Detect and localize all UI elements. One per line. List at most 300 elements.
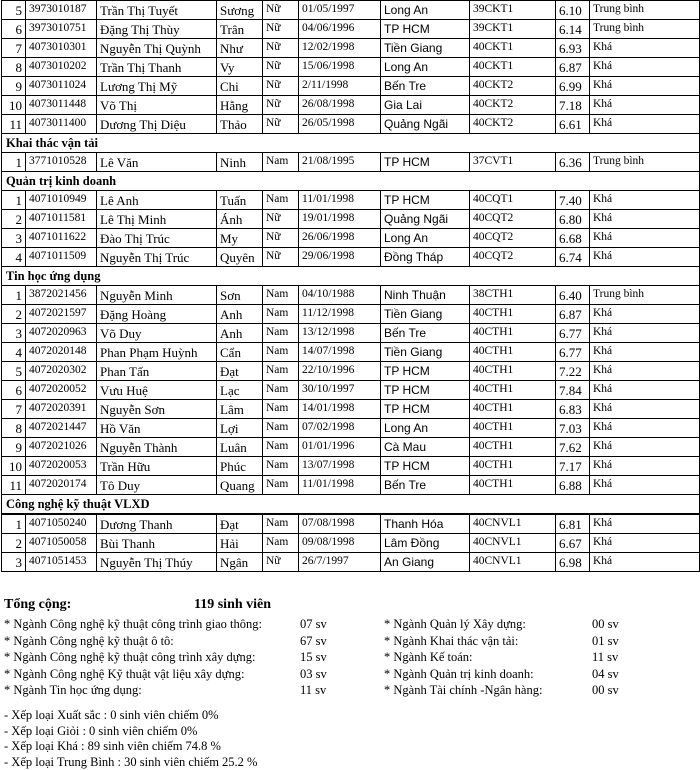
table-row xyxy=(2,381,700,400)
surname-cell: Nguyễn Thành xyxy=(97,438,217,457)
class-cell: 40CNVL1 xyxy=(470,553,556,572)
gender-cell: Nam xyxy=(263,286,299,305)
class-cell: 40CQT2 xyxy=(470,229,556,248)
birthplace-cell: Thanh Hóa xyxy=(381,515,470,534)
major-count: 00 sv xyxy=(592,617,619,631)
birthplace-cell: Quảng Ngãi xyxy=(381,210,470,229)
given-name-cell: Tuấn xyxy=(217,191,263,210)
stt-cell: 8 xyxy=(2,419,26,438)
surname-cell: Đào Thị Trúc xyxy=(97,229,217,248)
score-cell: 6.68 xyxy=(556,229,590,248)
major-name: * Ngành Tin học ứng dụng: xyxy=(4,683,142,697)
major-count: 00 sv xyxy=(592,683,619,697)
gender-cell: Nữ xyxy=(263,58,299,77)
gender-cell: Nam xyxy=(263,305,299,324)
birth-date-cell: 04/06/1996 xyxy=(299,20,381,39)
stt-cell: 2 xyxy=(2,534,26,553)
birthplace-cell: Đồng Tháp xyxy=(381,248,470,267)
table-row xyxy=(2,153,700,172)
given-name-cell: Sơn xyxy=(217,286,263,305)
rank-cell: Trung bình xyxy=(590,153,700,172)
student-id-cell: 4073010202 xyxy=(26,58,97,77)
birthplace-cell: Bến Tre xyxy=(381,77,470,96)
given-name-cell: Đạt xyxy=(217,362,263,381)
birthplace-cell: TP HCM xyxy=(381,191,470,210)
table-row xyxy=(2,248,700,267)
major-count: 11 sv xyxy=(300,683,327,697)
rank-cell: Khá xyxy=(590,248,700,267)
given-name-cell: Cẩn xyxy=(217,343,263,362)
birthplace-cell: TP HCM xyxy=(381,20,470,39)
rank-cell: Khá xyxy=(590,438,700,457)
student-id-cell: 4072020302 xyxy=(26,362,97,381)
score-cell: 6.93 xyxy=(556,39,590,58)
birth-date-cell: 21/08/1995 xyxy=(299,153,381,172)
birth-date-cell: 11/12/1998 xyxy=(299,305,381,324)
surname-cell: Nguyễn Sơn xyxy=(97,400,217,419)
birth-date-cell: 07/02/1998 xyxy=(299,419,381,438)
class-cell: 39CKT1 xyxy=(470,1,556,20)
stt-cell: 10 xyxy=(2,457,26,476)
student-id-cell: 4073011024 xyxy=(26,77,97,96)
student-id-cell: 4072020391 xyxy=(26,400,97,419)
stt-cell: 1 xyxy=(2,515,26,534)
surname-cell: Trần Thị Thanh xyxy=(97,58,217,77)
table-row xyxy=(2,115,700,134)
stt-cell: 1 xyxy=(2,286,26,305)
stt-cell: 4 xyxy=(2,248,26,267)
score-cell: 6.81 xyxy=(556,515,590,534)
table-row xyxy=(2,476,700,495)
table-row xyxy=(2,553,700,572)
major-count: 11 sv xyxy=(592,650,619,664)
gender-cell: Nam xyxy=(263,343,299,362)
score-cell: 6.61 xyxy=(556,115,590,134)
birthplace-cell: Tiền Giang xyxy=(381,39,470,58)
surname-cell: Bùi Thanh xyxy=(97,534,217,553)
table-row xyxy=(2,438,700,457)
score-cell: 6.88 xyxy=(556,476,590,495)
stt-cell: 7 xyxy=(2,39,26,58)
total-label: Tổng cộng: xyxy=(4,597,72,612)
birth-date-cell: 26/06/1998 xyxy=(299,229,381,248)
student-id-cell: 4072020052 xyxy=(26,381,97,400)
student-id-cell: 4071050240 xyxy=(26,515,97,534)
rank-cell: Trung bình xyxy=(590,1,700,20)
score-cell: 7.84 xyxy=(556,381,590,400)
birth-date-cell: 12/02/1998 xyxy=(299,39,381,58)
given-name-cell: My xyxy=(217,229,263,248)
birthplace-cell: TP HCM xyxy=(381,381,470,400)
stt-cell: 3 xyxy=(2,229,26,248)
rank-cell: Khá xyxy=(590,39,700,58)
surname-cell: Tô Duy xyxy=(97,476,217,495)
given-name-cell: Anh xyxy=(217,324,263,343)
score-cell: 6.40 xyxy=(556,286,590,305)
table-row xyxy=(2,324,700,343)
student-id-cell: 4072021447 xyxy=(26,419,97,438)
rank-cell: Khá xyxy=(590,115,700,134)
total-count: 119 sinh viên xyxy=(194,597,272,612)
surname-cell: Lê Văn xyxy=(97,153,217,172)
given-name-cell: Luân xyxy=(217,438,263,457)
class-cell: 40CKT1 xyxy=(470,39,556,58)
class-cell: 40CKT2 xyxy=(470,77,556,96)
birthplace-cell: Quảng Ngãi xyxy=(381,115,470,134)
major-name: * Ngành Công nghệ Kỹ thuật vật liệu xây dựng: xyxy=(4,666,245,681)
rank-cell: Khá xyxy=(590,58,700,77)
birthplace-cell: TP HCM xyxy=(381,153,470,172)
major-name: * Ngành Kế toán: xyxy=(384,650,473,664)
birthplace-cell: Lâm Đồng xyxy=(381,534,470,553)
class-cell: 40CTH1 xyxy=(470,381,556,400)
score-cell: 7.03 xyxy=(556,419,590,438)
gender-cell: Nam xyxy=(263,534,299,553)
given-name-cell: Thảo xyxy=(217,115,263,134)
birthplace-cell: An Giang xyxy=(381,553,470,572)
birthplace-cell: Bến Tre xyxy=(381,476,470,495)
class-cell: 38CTH1 xyxy=(470,286,556,305)
rank-cell: Khá xyxy=(590,457,700,476)
rank-cell: Trung bình xyxy=(590,286,700,305)
section-header-row xyxy=(2,134,700,153)
stt-cell: 11 xyxy=(2,476,26,495)
surname-cell: Trần Hữu xyxy=(97,457,217,476)
birthplace-cell: TP HCM xyxy=(381,362,470,381)
surname-cell: Hồ Văn xyxy=(97,419,217,438)
surname-cell: Đặng Hoàng xyxy=(97,305,217,324)
class-cell: 40CTH1 xyxy=(470,438,556,457)
class-cell: 40CNVL1 xyxy=(470,534,556,553)
birth-date-cell: 14/07/1998 xyxy=(299,343,381,362)
given-name-cell: Như xyxy=(217,39,263,58)
stt-cell: 6 xyxy=(2,20,26,39)
birth-date-cell: 09/08/1998 xyxy=(299,534,381,553)
score-cell: 7.40 xyxy=(556,191,590,210)
given-name-cell: Hằng xyxy=(217,96,263,115)
table-row xyxy=(2,419,700,438)
birthplace-cell: Tiền Giang xyxy=(381,305,470,324)
student-id-cell: 4071051453 xyxy=(26,553,97,572)
gender-cell: Nam xyxy=(263,515,299,534)
given-name-cell: Ninh xyxy=(217,153,263,172)
student-id-cell: 3973010187 xyxy=(26,1,97,20)
rank-cell: Khá xyxy=(590,381,700,400)
rank-cell: Khá xyxy=(590,210,700,229)
rank-cell: Khá xyxy=(590,343,700,362)
major-name: * Ngành Công nghệ kỹ thuật công trình xây dựng: xyxy=(4,650,256,664)
major-count: 15 sv xyxy=(300,650,327,664)
birth-date-cell: 15/06/1998 xyxy=(299,58,381,77)
surname-cell: Võ Duy xyxy=(97,324,217,343)
score-cell: 6.80 xyxy=(556,210,590,229)
major-name: * Ngành Khai thác vận tải: xyxy=(384,633,519,648)
student-id-cell: 3872021456 xyxy=(26,286,97,305)
table-row xyxy=(2,39,700,58)
table-row xyxy=(2,286,700,305)
student-id-cell: 4072021026 xyxy=(26,438,97,457)
major-name: * Ngành Quản trị kinh doanh: xyxy=(384,666,534,681)
student-id-cell: 4073011400 xyxy=(26,115,97,134)
rank-cell: Khá xyxy=(590,191,700,210)
student-id-cell: 4072020174 xyxy=(26,476,97,495)
stt-cell: 4 xyxy=(2,343,26,362)
section-title: Tin học ứng dụng xyxy=(2,267,700,286)
gender-cell: Nữ xyxy=(263,115,299,134)
major-count: 07 sv xyxy=(300,617,327,631)
birth-date-cell: 30/10/1997 xyxy=(299,381,381,400)
stt-cell: 3 xyxy=(2,553,26,572)
stt-cell: 2 xyxy=(2,305,26,324)
birth-date-cell: 26/05/1998 xyxy=(299,115,381,134)
major-name: * Ngành Tài chính -Ngân hàng: xyxy=(384,683,543,697)
class-cell: 39CKT1 xyxy=(470,20,556,39)
score-cell: 6.98 xyxy=(556,553,590,572)
student-list-table xyxy=(1,0,700,572)
class-cell: 40CQT1 xyxy=(470,191,556,210)
surname-cell: Vưu Huệ xyxy=(97,381,217,400)
gender-cell: Nam xyxy=(263,362,299,381)
major-name: * Ngành Công nghệ kỹ thuật công trình giao thông: xyxy=(4,617,262,631)
student-id-cell: 4072020053 xyxy=(26,457,97,476)
given-name-cell: Lâm xyxy=(217,400,263,419)
gender-cell: Nữ xyxy=(263,248,299,267)
major-count: 03 sv xyxy=(300,666,327,681)
surname-cell: Lương Thị Mỹ xyxy=(97,77,217,96)
table-row xyxy=(2,362,700,381)
score-cell: 6.67 xyxy=(556,534,590,553)
stt-cell: 1 xyxy=(2,191,26,210)
given-name-cell: Anh xyxy=(217,305,263,324)
surname-cell: Đặng Thị Thùy xyxy=(97,20,217,39)
birthplace-cell: Gia Lai xyxy=(381,96,470,115)
table-row xyxy=(2,96,700,115)
class-cell: 40CQT2 xyxy=(470,210,556,229)
class-cell: 40CKT1 xyxy=(470,58,556,77)
major-count: 04 sv xyxy=(592,666,619,681)
score-cell: 7.62 xyxy=(556,438,590,457)
birthplace-cell: Ninh Thuận xyxy=(381,286,470,305)
gender-cell: Nam xyxy=(263,419,299,438)
student-id-cell: 4072020148 xyxy=(26,343,97,362)
surname-cell: Nguyễn Thị Quỳnh xyxy=(97,39,217,58)
stt-cell: 5 xyxy=(2,1,26,20)
given-name-cell: Ánh xyxy=(217,210,263,229)
section-title: Công nghệ kỹ thuật VLXD xyxy=(2,495,700,514)
gender-cell: Nam xyxy=(263,476,299,495)
birth-date-cell: 22/10/1996 xyxy=(299,362,381,381)
class-cell: 40CTH1 xyxy=(470,457,556,476)
score-cell: 6.77 xyxy=(556,324,590,343)
birth-date-cell: 11/01/1998 xyxy=(299,476,381,495)
student-id-cell: 4071011509 xyxy=(26,248,97,267)
given-name-cell: Sương xyxy=(217,1,263,20)
class-cell: 40CTH1 xyxy=(470,400,556,419)
surname-cell: Nguyễn Minh xyxy=(97,286,217,305)
score-cell: 6.14 xyxy=(556,20,590,39)
class-cell: 40CTH1 xyxy=(470,343,556,362)
birth-date-cell: 01/05/1997 xyxy=(299,1,381,20)
gender-cell: Nữ xyxy=(263,20,299,39)
birth-date-cell: 26/7/1997 xyxy=(299,553,381,572)
surname-cell: Lê Anh xyxy=(97,191,217,210)
class-cell: 40CQT2 xyxy=(470,248,556,267)
rank-cell: Khá xyxy=(590,553,700,572)
gender-cell: Nữ xyxy=(263,553,299,572)
score-cell: 6.87 xyxy=(556,305,590,324)
gender-cell: Nam xyxy=(263,191,299,210)
stt-cell: 11 xyxy=(2,115,26,134)
given-name-cell: Quang xyxy=(217,476,263,495)
birth-date-cell: 04/10/1988 xyxy=(299,286,381,305)
rank-cell: Khá xyxy=(590,362,700,381)
birthplace-cell: Tiền Giang xyxy=(381,343,470,362)
rank-stat-line: - Xếp loại Xuất sắc : 0 sinh viên chiếm 0% xyxy=(4,708,219,722)
stt-cell: 2 xyxy=(2,210,26,229)
birthplace-cell: Long An xyxy=(381,229,470,248)
rank-cell: Khá xyxy=(590,400,700,419)
given-name-cell: Vy xyxy=(217,58,263,77)
surname-cell: Phan Tấn xyxy=(97,362,217,381)
stt-cell: 1 xyxy=(2,153,26,172)
birthplace-cell: Long An xyxy=(381,1,470,20)
gender-cell: Nam xyxy=(263,381,299,400)
class-cell: 40CTH1 xyxy=(470,305,556,324)
rank-cell: Khá xyxy=(590,324,700,343)
gender-cell: Nữ xyxy=(263,96,299,115)
student-id-cell: 4071011622 xyxy=(26,229,97,248)
table-row xyxy=(2,305,700,324)
birth-date-cell: 2/11/1998 xyxy=(299,77,381,96)
birth-date-cell: 26/08/1998 xyxy=(299,96,381,115)
section-header-row xyxy=(2,172,700,191)
student-id-cell: 4071010949 xyxy=(26,191,97,210)
gender-cell: Nam xyxy=(263,457,299,476)
student-id-cell: 4071011581 xyxy=(26,210,97,229)
class-cell: 40CNVL1 xyxy=(470,515,556,534)
table-row xyxy=(2,210,700,229)
student-id-cell: 4072020963 xyxy=(26,324,97,343)
student-id-cell: 3771010528 xyxy=(26,153,97,172)
score-cell: 6.99 xyxy=(556,77,590,96)
section-title: Khai thác vận tải xyxy=(2,134,700,153)
birthplace-cell: Bến Tre xyxy=(381,324,470,343)
score-cell: 6.77 xyxy=(556,343,590,362)
surname-cell: Trần Thị Tuyết xyxy=(97,1,217,20)
student-id-cell: 4072021597 xyxy=(26,305,97,324)
class-cell: 40CKT2 xyxy=(470,115,556,134)
student-id-cell: 4071050058 xyxy=(26,534,97,553)
rank-cell: Trung bình xyxy=(590,20,700,39)
gender-cell: Nữ xyxy=(263,1,299,20)
table-row xyxy=(2,191,700,210)
given-name-cell: Phúc xyxy=(217,457,263,476)
gender-cell: Nam xyxy=(263,153,299,172)
table-row xyxy=(2,77,700,96)
student-id-cell: 4073010301 xyxy=(26,39,97,58)
major-count: 01 sv xyxy=(592,633,619,648)
given-name-cell: Lạc xyxy=(217,381,263,400)
gender-cell: Nam xyxy=(263,324,299,343)
class-cell: 40CTH1 xyxy=(470,324,556,343)
given-name-cell: Hải xyxy=(217,534,263,553)
birthplace-cell: TP HCM xyxy=(381,400,470,419)
table-row xyxy=(2,1,700,20)
birthplace-cell: Long An xyxy=(381,58,470,77)
student-id-cell: 3973010751 xyxy=(26,20,97,39)
surname-cell: Dương Thanh xyxy=(97,515,217,534)
class-cell: 40CTH1 xyxy=(470,362,556,381)
major-name: * Ngành Công nghệ kỹ thuật ô tô: xyxy=(4,633,174,648)
given-name-cell: Ngân xyxy=(217,553,263,572)
class-cell: 40CKT2 xyxy=(470,96,556,115)
table-row xyxy=(2,457,700,476)
score-cell: 6.83 xyxy=(556,400,590,419)
gender-cell: Nữ xyxy=(263,77,299,96)
birthplace-cell: TP HCM xyxy=(381,457,470,476)
score-cell: 7.18 xyxy=(556,96,590,115)
gender-cell: Nữ xyxy=(263,229,299,248)
section-title: Quản trị kinh doanh xyxy=(2,172,700,191)
given-name-cell: Quyên xyxy=(217,248,263,267)
birth-date-cell: 29/06/1998 xyxy=(299,248,381,267)
surname-cell: Phan Phạm Huỳnh xyxy=(97,343,217,362)
score-cell: 6.36 xyxy=(556,153,590,172)
rank-cell: Khá xyxy=(590,96,700,115)
given-name-cell: Chi xyxy=(217,77,263,96)
birth-date-cell: 19/01/1998 xyxy=(299,210,381,229)
table-row xyxy=(2,229,700,248)
birth-date-cell: 13/07/1998 xyxy=(299,457,381,476)
rank-cell: Khá xyxy=(590,476,700,495)
table-row xyxy=(2,343,700,362)
score-cell: 6.74 xyxy=(556,248,590,267)
stt-cell: 8 xyxy=(2,58,26,77)
stt-cell: 3 xyxy=(2,324,26,343)
gender-cell: Nam xyxy=(263,400,299,419)
section-header-row xyxy=(2,495,700,514)
birthplace-cell: Long An xyxy=(381,419,470,438)
rank-cell: Khá xyxy=(590,305,700,324)
surname-cell: Dương Thị Diệu xyxy=(97,115,217,134)
table-row xyxy=(2,58,700,77)
table-row xyxy=(2,400,700,419)
score-cell: 6.10 xyxy=(556,1,590,20)
student-id-cell: 4073011448 xyxy=(26,96,97,115)
birthplace-cell: Cà Mau xyxy=(381,438,470,457)
table-row xyxy=(2,20,700,39)
gender-cell: Nữ xyxy=(263,210,299,229)
stt-cell: 9 xyxy=(2,438,26,457)
birth-date-cell: 07/08/1998 xyxy=(299,515,381,534)
class-cell: 37CVT1 xyxy=(470,153,556,172)
given-name-cell: Trân xyxy=(217,20,263,39)
surname-cell: Nguyễn Thị Trúc xyxy=(97,248,217,267)
birth-date-cell: 11/01/1998 xyxy=(299,191,381,210)
birth-date-cell: 14/01/1998 xyxy=(299,400,381,419)
class-cell: 40CTH1 xyxy=(470,419,556,438)
stt-cell: 9 xyxy=(2,77,26,96)
rank-stat-line: - Xếp loại Khá : 89 sinh viên chiếm 74.8 % xyxy=(4,739,221,753)
birth-date-cell: 01/01/1996 xyxy=(299,438,381,457)
surname-cell: Nguyễn Thị Thúy xyxy=(97,553,217,572)
rank-cell: Khá xyxy=(590,534,700,553)
table-row xyxy=(2,534,700,553)
score-cell: 7.17 xyxy=(556,457,590,476)
stt-cell: 5 xyxy=(2,362,26,381)
gender-cell: Nam xyxy=(263,438,299,457)
rank-cell: Khá xyxy=(590,229,700,248)
